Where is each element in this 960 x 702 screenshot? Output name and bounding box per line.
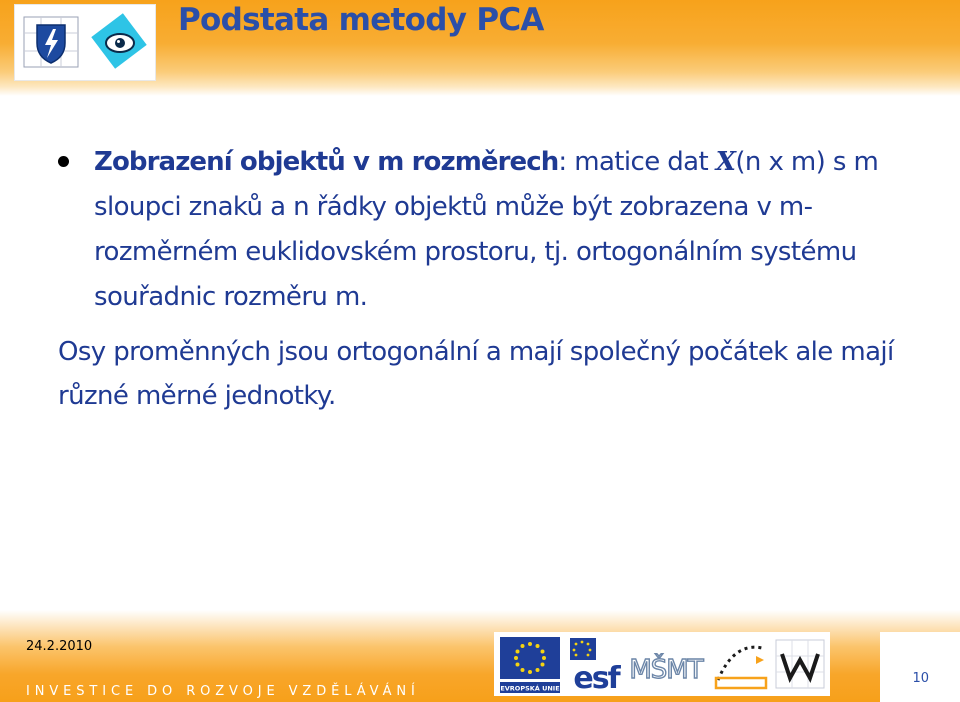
page-number: 10 [912,671,929,686]
footer-date: 24.2.2010 [26,639,93,654]
msmt-logo-icon [629,653,703,685]
university-logo-icon [776,640,824,688]
eu-label: EVROPSKÁ UNIE [500,684,560,693]
eye-logo-icon [89,11,149,73]
esf-logo-icon [568,637,624,696]
shield-logo-icon [23,13,79,71]
slide-header [0,0,960,96]
slide-footer [0,610,960,702]
matrix-symbol: X [715,147,736,177]
faculty-logos [14,4,156,81]
eu-flag-icon [500,637,560,693]
bullet-text [94,140,928,320]
bullet-item [58,140,928,320]
operational-programme-logo-icon [714,640,766,688]
body-paragraph: Osy proměnných jsou ortogonální a mají společný počátek ale mají různé měrné jednotky. [58,337,894,411]
bullet-text-before-matrix: matice dat [566,147,716,177]
footer-motto: INVESTICE DO ROZVOJE VZDĚLÁVÁNÍ [26,684,420,699]
slide-title: Podstata metody PCA [178,2,544,38]
bullet-emphasis: Zobrazení objektů v m rozměrech [94,147,559,177]
sponsor-logos [494,632,830,696]
bullet-text-after-matrix: (n x m) s m sloupci znaků a n řádky objektů může být zobrazena v m-rozměrném euklidovském prostoru, tj. ortogonálním systému souřadnic rozměru m. [94,147,879,312]
msmt-label: MŠMT [629,655,703,685]
bullet-marker [58,156,69,167]
page-number-box [880,632,960,702]
esf-label: esf [573,661,619,696]
bullet-colon: : [558,147,567,177]
